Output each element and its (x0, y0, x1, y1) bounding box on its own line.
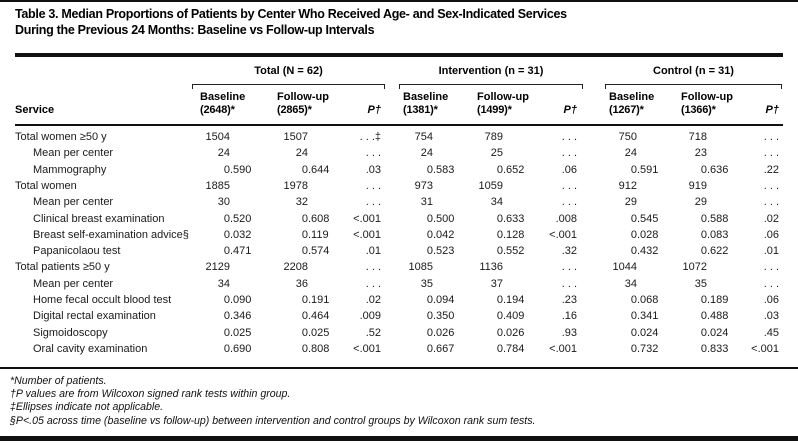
table-row (0, 325, 798, 341)
cell-intervention-p: .16 (561, 310, 577, 323)
cell-intervention-baseline: 24 (420, 147, 433, 160)
cell-intervention-baseline: 0 (426, 294, 433, 306)
cell-intervention-followup: 0 (496, 342, 503, 355)
cell-intervention-p: <.001 (549, 228, 577, 241)
cell-total-followup-frac: .808 (308, 342, 330, 355)
cell-intervention-baseline-frac: .500 (433, 212, 455, 225)
cell-control-baseline: 24 (624, 147, 637, 160)
cell-control-followup: 718 (688, 131, 707, 143)
cell-control-p: .03 (763, 310, 779, 323)
table-row (0, 259, 798, 275)
cell-total-baseline-frac: .520 (230, 212, 252, 225)
cell-total-baseline: 1885 (205, 179, 230, 192)
cell-control-p: .22 (763, 163, 779, 176)
footnote: §P<.05 across time (baseline vs follow-up) between intervention and control groups by Wilcoxon rank sum tests. (10, 414, 536, 427)
col-header-baseline-label: Baseline (403, 91, 449, 103)
cell-intervention-followup: 1136 (479, 261, 503, 274)
cell-total-p: .009 (359, 310, 381, 323)
cell-total-p: .52 (365, 326, 381, 339)
cell-intervention-followup: 0 (496, 326, 503, 339)
col-header-followup-n: (2865)* (277, 104, 312, 116)
cell-intervention-baseline: 31 (420, 196, 433, 209)
cell-control-baseline: 912 (618, 179, 637, 192)
service-label: Mean per center (33, 147, 114, 160)
cell-intervention-baseline: 0 (426, 212, 433, 225)
cell-control-followup-frac: .024 (707, 326, 729, 339)
cell-total-baseline-frac: .025 (230, 326, 252, 339)
cell-control-p: .01 (763, 245, 779, 258)
cell-intervention-baseline: 0 (426, 310, 433, 323)
cell-intervention-followup: 0 (496, 294, 503, 306)
table-row (0, 194, 798, 210)
cell-control-followup-frac: .622 (707, 245, 729, 258)
cell-control-followup-frac: .189 (707, 294, 729, 306)
cell-intervention-followup-frac: .026 (503, 326, 525, 339)
table-bottom-rule (0, 367, 798, 369)
cell-total-p: . . . (365, 277, 381, 290)
cell-intervention-baseline: 0 (426, 342, 433, 355)
cell-total-baseline: 0 (223, 163, 230, 176)
cell-control-followup: 0 (700, 342, 707, 355)
cell-control-p: . . . (763, 131, 779, 143)
cell-total-p: <.001 (353, 342, 381, 355)
cell-total-followup-frac: .464 (308, 310, 330, 323)
table-title-line1: Table 3. Median Proportions of Patients by Center Who Received Age- and Sex-Indicated Services (15, 7, 567, 21)
cell-control-baseline-frac: .341 (637, 310, 659, 323)
service-label: Total patients ≥50 y (15, 261, 110, 274)
cell-total-followup-frac: .608 (308, 212, 330, 225)
cell-total-baseline: 0 (223, 245, 230, 258)
cell-intervention-p: . . . (561, 131, 577, 143)
cell-total-followup: 0 (301, 326, 308, 339)
cell-intervention-baseline: 973 (414, 179, 433, 192)
cell-total-baseline-frac: .032 (230, 228, 252, 241)
cell-total-baseline: 0 (223, 228, 230, 241)
service-label: Total women ≥50 y (15, 131, 107, 143)
cell-control-followup: 919 (688, 179, 707, 192)
cell-control-p: . . . (763, 261, 779, 274)
cell-control-baseline-frac: .068 (637, 294, 659, 306)
cell-control-baseline: 0 (630, 212, 637, 225)
cell-control-p: <.001 (751, 342, 779, 355)
cell-control-followup-frac: .588 (707, 212, 729, 225)
cell-total-p: . . . (365, 261, 381, 274)
cell-total-baseline: 34 (217, 277, 230, 290)
group-header-total: Total (N = 62) (254, 65, 323, 77)
service-label: Breast self-examination advice§ (33, 228, 189, 241)
cell-total-followup-frac: .191 (308, 294, 330, 306)
table-row (0, 341, 798, 357)
cell-control-baseline: 0 (630, 342, 637, 355)
cell-control-followup: 0 (700, 310, 707, 323)
cell-total-followup: 24 (295, 147, 308, 160)
cell-intervention-baseline-frac: .583 (433, 163, 455, 176)
cell-total-p: . . . (365, 147, 381, 160)
table-row (0, 211, 798, 227)
cell-intervention-followup: 1059 (478, 179, 503, 192)
cell-intervention-followup: 34 (490, 196, 503, 209)
service-label: Sigmoidoscopy (33, 326, 108, 339)
cell-intervention-p: .008 (555, 212, 577, 225)
cell-intervention-followup-frac: .194 (503, 294, 525, 306)
cell-total-p: .02 (365, 294, 381, 306)
service-label: Total women (15, 179, 77, 192)
footnotes (10, 375, 535, 428)
col-header-followup-label: Follow-up (277, 91, 329, 103)
cell-control-followup: 0 (700, 326, 707, 339)
cell-control-followup: 35 (694, 277, 707, 290)
service-label: Clinical breast examination (33, 212, 165, 225)
cell-intervention-baseline: 35 (420, 277, 433, 290)
cell-intervention-followup-frac: .784 (503, 342, 525, 355)
cell-total-followup: 0 (301, 342, 308, 355)
cell-intervention-baseline: 0 (426, 326, 433, 339)
cell-intervention-followup: 0 (496, 228, 503, 241)
cell-total-baseline: 0 (223, 310, 230, 323)
cell-intervention-p: .93 (561, 326, 577, 339)
footnote: *Number of patients. (10, 375, 107, 387)
cell-total-baseline-frac: .590 (230, 163, 252, 176)
cell-control-baseline-frac: .591 (637, 163, 659, 176)
cell-total-followup: 36 (295, 277, 308, 290)
cell-total-baseline-frac: .690 (230, 342, 252, 355)
cell-total-p: <.001 (353, 212, 381, 225)
col-header-p-total: P† (367, 104, 381, 116)
col-header-followup-n: (1499)* (477, 104, 512, 116)
col-header-baseline-n: (1381)* (403, 104, 438, 116)
figure-bottom-rule (0, 436, 798, 441)
cell-total-p: .03 (365, 163, 381, 176)
service-label: Digital rectal examination (33, 310, 156, 323)
cell-intervention-baseline: 0 (426, 245, 433, 258)
cell-intervention-baseline: 0 (426, 228, 433, 241)
cell-control-p: . . . (763, 147, 779, 160)
cell-intervention-followup-frac: .652 (503, 163, 525, 176)
table-row (0, 276, 798, 292)
cell-total-p: . . . (365, 179, 381, 192)
table-row (0, 308, 798, 324)
cell-intervention-followup-frac: .409 (503, 310, 525, 323)
cell-control-p: .06 (763, 228, 779, 241)
cell-intervention-followup: 25 (490, 147, 503, 160)
cell-control-baseline: 34 (624, 277, 637, 290)
cell-total-baseline: 0 (223, 342, 230, 355)
cell-intervention-baseline-frac: .350 (433, 310, 455, 323)
cell-intervention-followup-frac: .552 (503, 245, 525, 258)
cell-control-followup: 23 (694, 147, 707, 160)
cell-intervention-followup-frac: .128 (503, 228, 525, 241)
cell-intervention-followup: 0 (496, 245, 503, 258)
col-header-followup-label: Follow-up (477, 91, 529, 103)
cell-total-followup: 0 (301, 163, 308, 176)
cell-control-followup: 0 (700, 212, 707, 225)
cell-total-followup-frac: .025 (308, 326, 330, 339)
col-header-baseline-label: Baseline (609, 91, 655, 103)
cell-control-followup-frac: .488 (707, 310, 729, 323)
cell-intervention-baseline-frac: .042 (433, 228, 455, 241)
table-row (0, 227, 798, 243)
service-label: Oral cavity examination (33, 342, 148, 355)
cell-total-baseline-frac: .090 (230, 294, 252, 306)
cell-total-followup-frac: .119 (308, 228, 329, 241)
cell-total-p: . . .‡ (359, 131, 381, 143)
footnote: †P values are from Wilcoxon signed rank tests within group. (10, 388, 291, 401)
cell-intervention-baseline: 1085 (408, 261, 433, 274)
col-header-followup-label: Follow-up (681, 91, 733, 103)
service-label: Home fecal occult blood test (33, 294, 172, 306)
cell-total-baseline: 30 (217, 196, 230, 209)
cell-intervention-baseline: 0 (426, 163, 433, 176)
col-header-baseline-n: (1267)* (609, 104, 644, 116)
cell-control-followup: 0 (700, 245, 707, 258)
cell-intervention-followup: 0 (496, 212, 503, 225)
cell-control-followup-frac: .833 (707, 342, 729, 355)
cell-control-p: .45 (763, 326, 779, 339)
cell-control-baseline: 0 (630, 310, 637, 323)
cell-total-baseline: 24 (217, 147, 230, 160)
cell-intervention-baseline-frac: .094 (433, 294, 455, 306)
col-header-followup-n: (1366)* (681, 104, 716, 116)
col-header-baseline-n: (2648)* (200, 104, 235, 116)
cell-total-p: <.001 (353, 228, 381, 241)
cell-control-baseline: 750 (618, 131, 637, 143)
cell-control-baseline: 0 (630, 228, 637, 241)
cell-control-baseline: 0 (630, 245, 637, 258)
cell-intervention-p: . . . (561, 196, 577, 209)
cell-intervention-p: .06 (561, 163, 577, 176)
cell-total-followup: 1978 (283, 179, 308, 192)
cell-intervention-followup: 37 (490, 277, 503, 290)
cell-control-followup: 0 (700, 228, 707, 241)
cell-total-followup: 0 (301, 228, 308, 241)
cell-intervention-baseline: 754 (414, 131, 433, 143)
table-row (0, 129, 798, 145)
cell-intervention-baseline-frac: .523 (433, 245, 455, 258)
table-row (0, 145, 798, 161)
cell-control-followup: 0 (700, 294, 707, 306)
cell-total-followup: 0 (301, 245, 308, 258)
cell-control-p: . . . (763, 196, 779, 209)
cell-control-followup: 0 (700, 163, 707, 176)
cell-intervention-baseline-frac: .026 (433, 326, 455, 339)
cell-intervention-p: <.001 (549, 342, 577, 355)
cell-total-baseline: 2129 (205, 261, 230, 274)
cell-intervention-followup: 0 (496, 163, 503, 176)
table-row (0, 292, 798, 308)
cell-control-p: .06 (763, 294, 779, 306)
cell-control-baseline-frac: .028 (637, 228, 659, 241)
col-header-p-intervention: P† (563, 104, 577, 116)
service-column-header: Service (15, 104, 55, 116)
cell-control-baseline-frac: .732 (637, 342, 659, 355)
cell-intervention-followup-frac: .633 (503, 212, 525, 225)
footnote: ‡Ellipses indicate not applicable. (10, 401, 164, 414)
cell-total-followup: 32 (295, 196, 308, 209)
cell-intervention-baseline-frac: .667 (433, 342, 455, 355)
cell-total-baseline-frac: .471 (230, 245, 252, 258)
cell-total-followup-frac: .574 (308, 245, 330, 258)
cell-intervention-p: . . . (561, 277, 577, 290)
cell-total-baseline-frac: .346 (230, 310, 252, 323)
cell-intervention-followup: 0 (496, 310, 503, 323)
cell-control-followup: 29 (694, 196, 707, 209)
cell-intervention-p: . . . (561, 179, 577, 192)
group-header-control: Control (n = 31) (653, 65, 734, 77)
cell-total-followup: 2208 (283, 261, 308, 274)
cell-control-baseline-frac: .024 (637, 326, 659, 339)
cell-intervention-p: .32 (561, 245, 577, 258)
table-row (0, 178, 798, 194)
cell-total-baseline: 1504 (205, 131, 230, 143)
cell-total-followup: 0 (301, 212, 308, 225)
col-header-p-control: P† (765, 104, 779, 116)
cell-control-p: .02 (763, 212, 779, 225)
cell-total-p: . . . (365, 196, 381, 209)
cell-intervention-p: . . . (561, 261, 577, 274)
cell-control-baseline-frac: .432 (637, 245, 659, 258)
cell-intervention-followup: 789 (484, 131, 503, 143)
service-label: Papanicolaou test (33, 245, 121, 258)
cell-total-followup: 0 (301, 310, 308, 323)
cell-control-followup: 1072 (682, 261, 707, 274)
table-row (0, 162, 798, 178)
cell-total-followup: 0 (301, 294, 308, 306)
cell-total-followup-frac: .644 (308, 163, 330, 176)
cell-control-p: . . . (763, 277, 779, 290)
cell-control-p: . . . (763, 179, 779, 192)
table-title-line2: During the Previous 24 Months: Baseline vs Follow-up Intervals (15, 22, 375, 37)
cell-control-baseline: 0 (630, 163, 637, 176)
cell-control-baseline: 0 (630, 294, 637, 306)
service-label: Mammography (33, 163, 107, 176)
cell-total-p: .01 (365, 245, 381, 258)
cell-total-baseline: 0 (223, 326, 230, 339)
service-label: Mean per center (33, 277, 114, 290)
table-row (0, 243, 798, 259)
cell-total-followup: 1507 (283, 131, 308, 143)
cell-control-baseline: 1044 (612, 261, 637, 274)
cell-total-baseline: 0 (223, 294, 230, 306)
group-header-intervention: Intervention (n = 31) (438, 65, 544, 77)
cell-control-baseline: 0 (630, 326, 637, 339)
cell-control-followup-frac: .083 (707, 228, 729, 241)
cell-intervention-p: .23 (561, 294, 577, 306)
cell-control-baseline-frac: .545 (637, 212, 659, 225)
cell-total-baseline: 0 (223, 212, 230, 225)
cell-intervention-p: . . . (561, 147, 577, 160)
col-header-baseline-label: Baseline (200, 91, 246, 103)
cell-control-baseline: 29 (624, 196, 637, 209)
cell-control-followup-frac: .636 (707, 163, 729, 176)
service-label: Mean per center (33, 196, 114, 209)
